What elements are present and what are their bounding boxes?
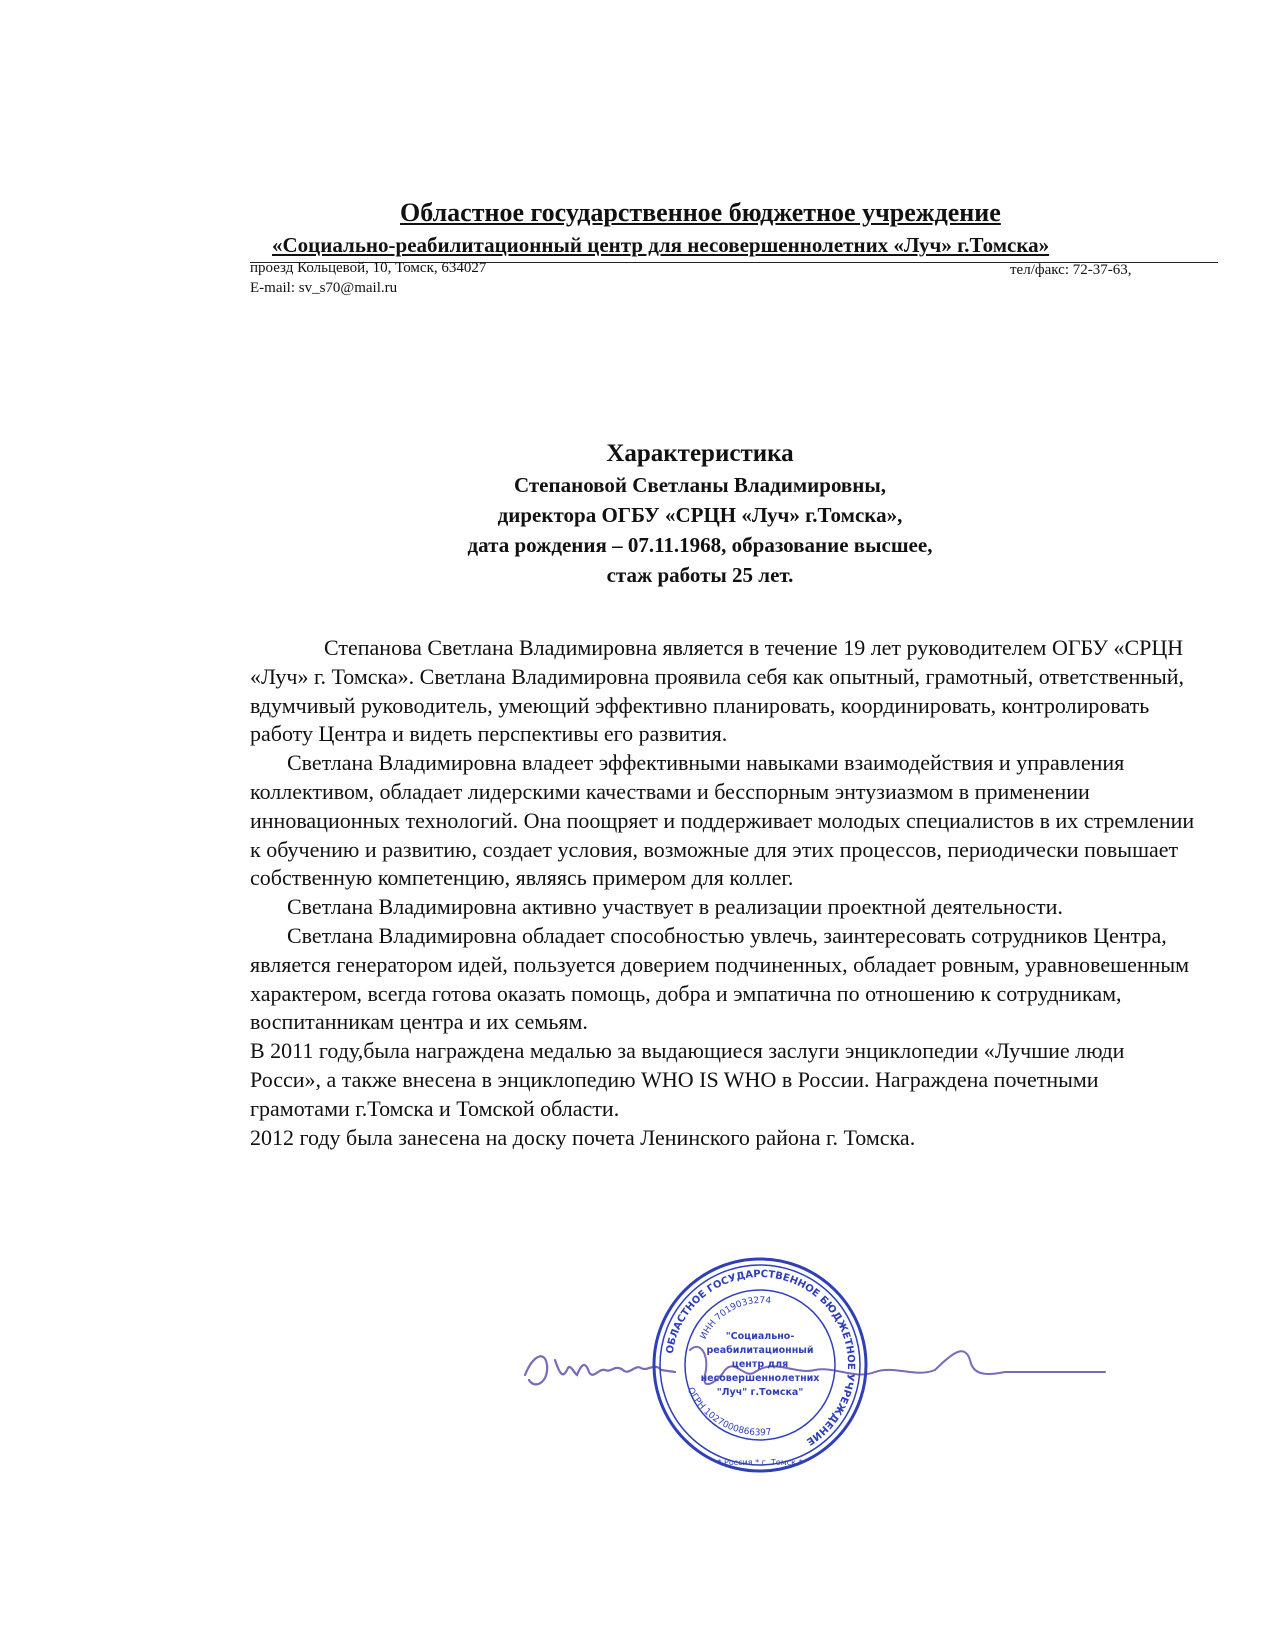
- organization-address: проезд Кольцевой, 10, Томск, 634027: [250, 260, 487, 276]
- organization-full-name: «Социально-реабилитационный центр для несовершеннолетних «Луч» г.Томска»: [272, 233, 1050, 257]
- document-body: [250, 634, 1200, 1152]
- stamp-center-text: "Социально-: [725, 1331, 795, 1342]
- stamp-ring-text: ОБЛАСТНОЕ ГОСУДАРСТВЕННОЕ БЮДЖЕТНОЕ УЧРЕЖДЕНИЕ: [664, 1268, 857, 1447]
- document-title-block: [400, 438, 1000, 590]
- stamp-center-text: несовершеннолетних: [700, 1373, 820, 1384]
- person-position: директора ОГБУ «СРЦН «Луч» г.Томска»,: [497, 503, 903, 527]
- body-paragraph: Степанова Светлана Владимировна является в течение 19 лет руководителем ОГБУ «СРЦН «Луч» г. Томска». Светлана Владимировна проявила себя как опытный, грамотный, ответственный, вдумчивый руководитель, умеющий эффективно планировать, координировать, контролировать работу Центра и видеть перспективы его развития.: [250, 635, 1185, 747]
- stamp-ogrn: ОГРН 1027000866397: [684, 1385, 773, 1439]
- body-paragraph: Светлана Владимировна владеет эффективными навыками взаимодействия и управления коллективом, обладает лидерскими качествами и бесспорным энтузиазмом в применении инновационных технологий. Она поощряет и поддерживает молодых специалистов в их стремлении к обучению и развитию, создает условия, возможные для этих процессов, периодически повышает собственную компетенцию, являясь примером для коллег.: [250, 750, 1195, 891]
- stamp-inn: ИНН 7019033274: [698, 1295, 772, 1342]
- organization-email: E-mail: sv_s70@mail.ru: [250, 280, 398, 296]
- svg-text:ОБЛАСТНОЕ ГОСУДАРСТВЕННОЕ БЮДЖ: [665, 1269, 856, 1447]
- body-paragraph: Светлана Владимировна обладает способностью увлечь, заинтересовать сотрудников Центра, является генератором идей, пользуется доверием подчиненных, обладает ровным, уравновешенным характером, всегда готова оказать помощь, добра и эмпатична по отношению к сотрудникам, воспитанникам центра и их семьям.: [250, 922, 1190, 1035]
- stamp-center-text: реабилитационный: [706, 1345, 814, 1356]
- stamp-location: * Россия * г. Томск *: [717, 1458, 803, 1467]
- document-title: Характеристика: [606, 440, 794, 467]
- person-experience: стаж работы 25 лет.: [606, 563, 794, 587]
- official-stamp: [650, 1255, 870, 1475]
- body-paragraph: В 2011 году,была награждена медалью за выдающиеся заслуги энциклопедии «Лучшие люди Росси», а также внесена в энциклопедию WHO IS WHO в России. Награждена почетными грамотами г.Томска и Томской области.: [250, 1038, 1125, 1121]
- body-paragraph: Светлана Владимировна активно участвует в реализации проектной деятельности.: [287, 894, 1063, 920]
- organization-phone: тел/факс: 72-37-63,: [1010, 262, 1132, 278]
- stamp-center-text: "Луч" г.Томска": [716, 1387, 804, 1398]
- organization-name: Областное государственное бюджетное учреждение: [400, 198, 1001, 227]
- person-birth-education: дата рождения – 07.11.1968, образование высшее,: [467, 533, 933, 557]
- person-name: Степановой Светланы Владимировны,: [513, 473, 887, 497]
- body-paragraph: 2012 году была занесена на доску почета Ленинского района г. Томска.: [250, 1124, 916, 1150]
- stamp-center-text: центр для: [731, 1359, 789, 1370]
